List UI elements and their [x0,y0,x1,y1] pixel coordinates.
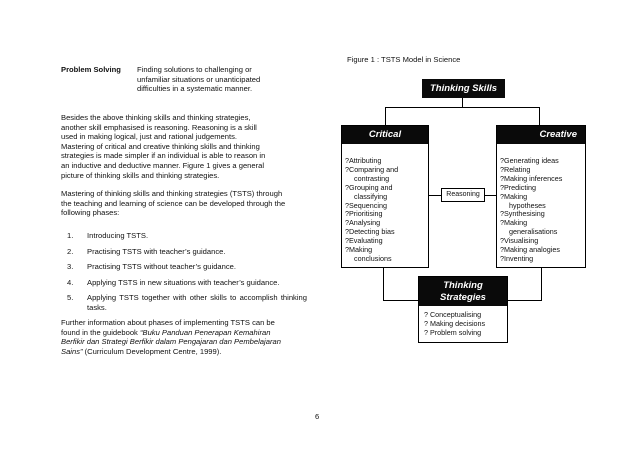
skill-item: ?Sequencing [345,200,387,210]
phase-text: Introducing TSTS. [87,231,149,240]
skill-item: conclusions [354,253,392,263]
connector-line [462,98,463,108]
phase-text: Practising TSTS with teacher’s guidance. [87,246,226,256]
skill-item: ?Analysing [345,218,381,228]
skill-item: ?Making [345,245,373,255]
connector-line [541,268,542,300]
skill-item: ?Making analogies [500,245,560,255]
thinking-strategies-title [419,277,507,306]
skill-item: ?Inventing [500,253,534,263]
creative-skills-list [500,157,562,264]
skill-item: ?Making [500,191,528,201]
creative-box [496,125,586,268]
paragraph-line: an inductive and deductive manner. Figure 1 gives a general [61,160,265,170]
paragraph-line: Further information about phases of implementing TSTS can be [61,318,275,327]
guidebook-title: Sains” [61,346,83,356]
paragraph-line: following phases: [61,208,120,218]
phase-number: 5. [67,293,74,303]
skill-item: ?Grouping and [345,182,393,192]
skill-item: ?Synthesising [500,209,545,219]
phase-number: 2. [67,246,74,256]
critical-skills-list [345,157,398,264]
skill-item: generalisations [509,227,558,237]
reasoning-box: Reasoning [441,188,485,202]
skill-item: ?Making [500,218,528,228]
phase-text: Applying TSTS in new situations with teacher’s guidance. [87,277,280,287]
connector-line [539,107,540,125]
skill-item: contrasting [354,173,390,183]
phase-item [67,247,307,257]
strategy-item: ? Conceptualising [424,310,482,319]
paragraph-line: strategies is made simpler if an individual is able to reason in [61,151,266,161]
connector-line [507,300,542,301]
text-span: (Curriculum Development Centre, 1999). [82,346,222,356]
phase-text: Applying TSTS together with other skills to accomplish thinking tasks. [87,293,307,312]
connector-line [383,300,418,301]
figure-caption: Figure 1 : TSTS Model in Science [347,55,461,64]
thinking-strategies-box [418,276,508,343]
connector-line [385,107,386,125]
skill-item: hypotheses [509,200,546,210]
paragraph-further-info [61,318,309,356]
critical-title: Critical [342,126,428,144]
phase-number: 1. [67,231,74,240]
phase-text: Practising TSTS without teacher’s guidance. [87,262,237,272]
definition-line: unfamiliar situations or unanticipated [137,74,261,84]
phase-item [67,231,307,241]
paragraph-line: picture of thinking skills and thinking strategies. [61,170,220,180]
phase-number: 4. [67,277,74,287]
phase-item [67,293,307,312]
page-number: 6 [315,412,320,421]
paragraph-line: the teaching and learning of science can be developed through the [61,198,286,208]
guidebook-title: “Buku Panduan Penerapan Kemahiran [139,327,271,337]
paragraph-line [61,328,309,338]
skill-item: ?Making inferences [500,173,563,183]
title-line: Thinking [443,280,483,291]
paragraph-reasoning [61,113,285,180]
phase-item [67,262,307,272]
paragraph-line: used in making logical, just and rational judgements. [61,132,238,142]
problem-solving-definition [137,65,297,94]
text-span: found in the guidebook [61,327,140,337]
strategy-item: ? Problem solving [424,327,482,337]
phase-number: 3. [67,262,74,272]
skill-item: ?Predicting [500,182,536,192]
thinking-strategies-list [424,311,485,338]
definition-line: Finding solutions to challenging or [137,65,252,74]
skill-item: classifying [354,191,388,201]
skill-item: ?Comparing and [345,164,399,174]
thinking-skills-box: Thinking Skills [422,79,505,98]
paragraph-phases-intro [61,189,309,218]
definition-line: difficulties in a systematic manner. [137,84,253,94]
skill-item: ?Attributing [345,156,382,165]
skill-item: ?Relating [500,164,531,174]
skill-item: ?Visualising [500,236,539,246]
critical-box [341,125,429,268]
paragraph-line: Mastering of critical and creative thinking skills and thinking [61,141,260,151]
paragraph-line [61,347,309,357]
phase-item [67,278,307,288]
skill-item: ?Generating ideas [500,156,559,165]
skill-item: ?Detecting bias [345,227,395,237]
title-line: Strategies [440,292,486,303]
guidebook-title: Berfikir dan Strategi Berfikir dalam Pengajaran dan Pembelajaran [61,337,281,347]
strategy-item: ? Making decisions [424,318,486,328]
connector-line [383,268,384,300]
paragraph-line: Besides the above thinking skills and thinking strategies, [61,113,251,122]
creative-title: Creative [497,126,585,144]
paragraph-line [61,337,309,347]
paragraph-line: Mastering of thinking skills and thinking strategies (TSTS) through [61,189,283,198]
problem-solving-term: Problem Solving [61,65,121,74]
phases-list [67,231,307,319]
paragraph-line: another skill emphasised is reasoning. Reasoning is a skill [61,122,257,132]
skill-item: ?Evaluating [345,236,383,246]
skill-item: ?Prioritising [345,209,383,219]
